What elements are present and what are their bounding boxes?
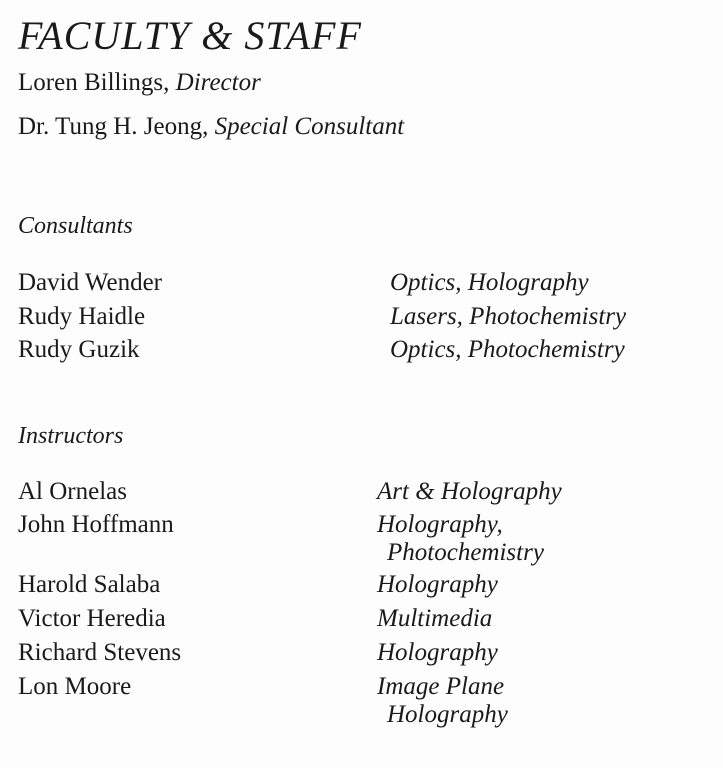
member-name: David Wender (18, 269, 163, 296)
staff-role: Director (175, 69, 261, 96)
staff-director (18, 70, 261, 95)
member-specialty: Optics, Photochemistry (390, 336, 625, 363)
member-name: Lon Moore (18, 673, 132, 700)
member-specialty: Holography (377, 639, 498, 666)
staff-role: Special Consultant (214, 113, 405, 140)
member-name: Richard Stevens (18, 639, 182, 666)
member-specialty (377, 670, 508, 732)
member-specialty (377, 508, 544, 570)
member-name: John Hoffmann (18, 511, 174, 538)
specialty-line-continued: Photochemistry (387, 539, 544, 566)
specialty-line: Holography, (377, 511, 503, 538)
instructors-heading: Instructors (18, 423, 124, 449)
member-name: Rudy Haidle (18, 303, 146, 330)
specialty-line-continued: Holography (387, 701, 508, 728)
page-title: FACULTY & STAFF (18, 13, 362, 58)
member-name: Victor Heredia (18, 605, 166, 632)
member-name: Al Ornelas (18, 478, 127, 505)
member-name: Rudy Guzik (18, 336, 140, 363)
staff-name: Loren Billings, (18, 69, 170, 96)
member-specialty: Multimedia (377, 605, 493, 632)
consultants-heading: Consultants (18, 213, 133, 239)
member-name: Harold Salaba (18, 571, 161, 598)
member-specialty: Holography (377, 571, 498, 598)
member-specialty: Lasers, Photochemistry (390, 303, 627, 330)
member-specialty: Optics, Holography (390, 269, 589, 296)
member-specialty: Art & Holography (377, 478, 562, 505)
specialty-line: Image Plane (377, 673, 505, 700)
staff-special-consultant (18, 114, 404, 139)
staff-name: Dr. Tung H. Jeong, (18, 113, 209, 140)
